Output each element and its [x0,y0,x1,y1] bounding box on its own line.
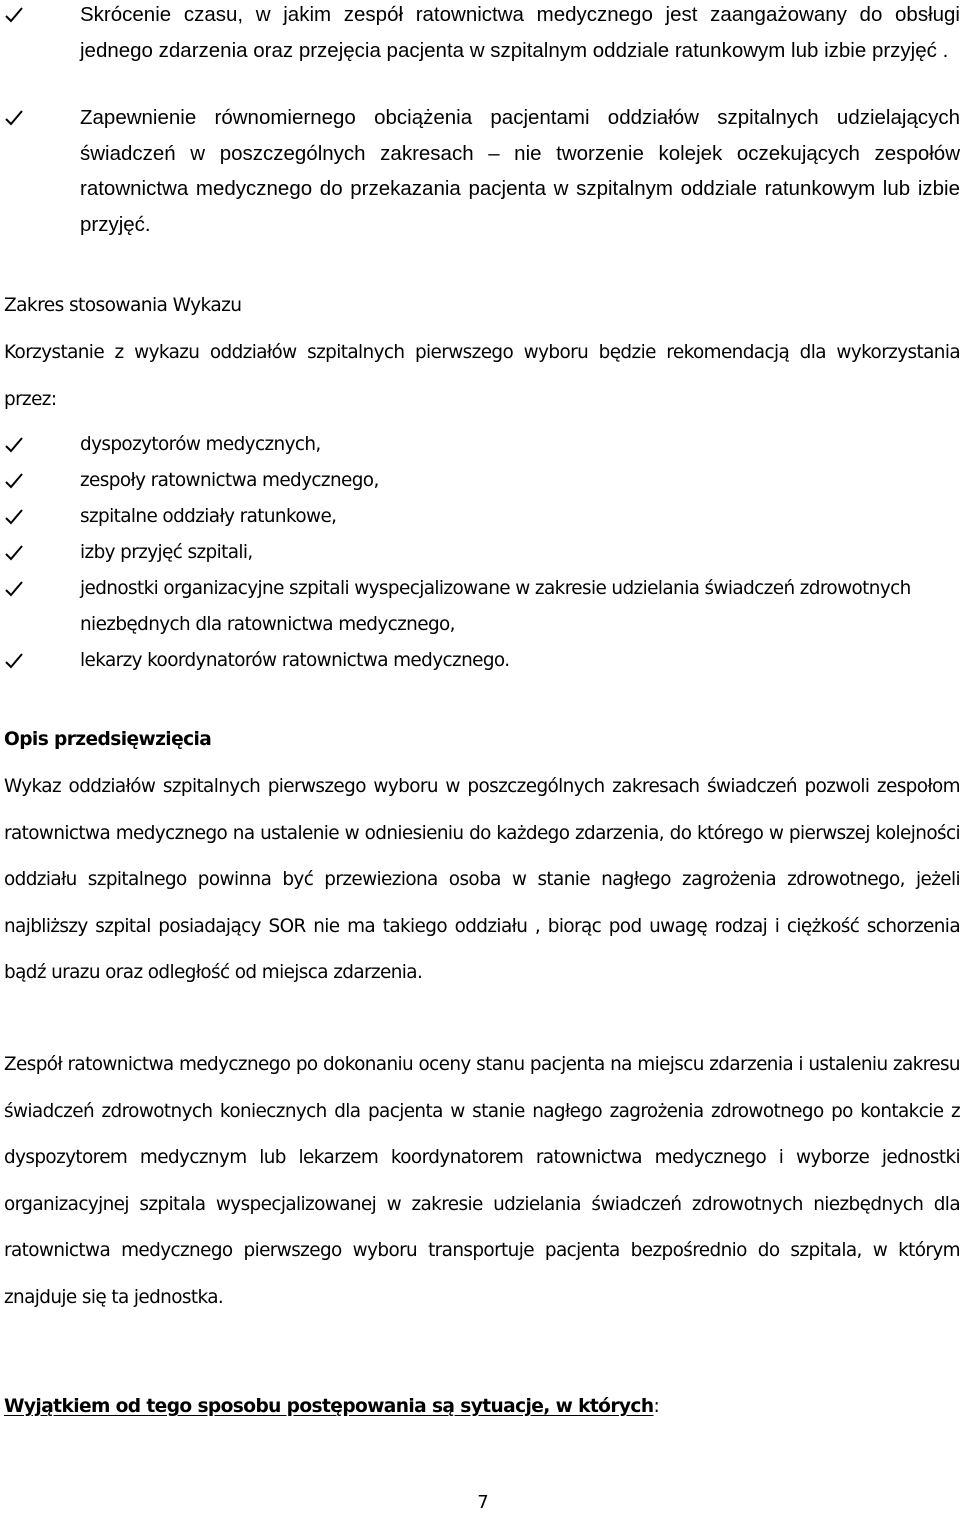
checkmark-icon [4,100,30,135]
list-item [0,571,960,643]
list-item [0,643,960,679]
description-paragraph-1: Wykaz oddziałów szpitalnych pierwszego wyboru w poszczególnych zakresach świadczeń pozwoli zespołom ratownictwa medycznego na ustalenie w odniesieniu do każdego zdarzenia, do którego w pierwszej kolejności oddziału szpitalnego powinna być przewieziona osoba w stanie nagłego zagrożenia zdrowotnego, jeżeli najbliższy szpital posiadający SOR nie ma takiego oddziału , biorąc pod uwagę rodzaj i ciężkość schorzenia bądź urazu oraz odległość od miejsca zdarzenia. [4,776,960,983]
list-item-text: lekarzy koordynatorów ratownictwa medycznego. [80,650,510,671]
checkmark-icon [4,535,30,571]
checkmark-icon [4,463,30,499]
exception-lead-text: Wyjątkiem od tego sposobu postępowania są sytuacje, w których [4,1396,654,1417]
description-paragraph-2: Zespół ratownictwa medycznego po dokonaniu oceny stanu pacjenta na miejscu zdarzenia i ustaleniu zakresu świadczeń zdrowotnych koniecznych dla pacjenta w stanie nagłego zagrożenia zdrowotnego po kontakcie z dyspozytorem medycznym lub lekarzem koordynatorem ratownictwa medycznego i wyborze jednostki organizacyjnej szpitala wyspecjalizowanej w zakresie udzielania świadczeń zdrowotnych niezbędnych dla ratownictwa medycznego pierwszego wyboru transportuje pacjenta bezpośrednio do szpitala, w którym znajduje się ta jednostka. [4,1054,960,1308]
scope-intro-paragraph: Korzystanie z wykazu oddziałów szpitalnych pierwszego wyboru będzie rekomendacją dla wykorzystania przez: [4,342,960,410]
top-list-item-text: Skrócenie czasu, w jakim zespół ratownictwa medycznego jest zaangażowany do obsługi jednego zdarzenia oraz przejęcia pacjenta w szpitalnym oddziale ratunkowym lub izbie przyjęć . [80,3,960,62]
list-item-text: dyspozytorów medycznych, [80,434,321,455]
checkmark-icon [4,499,30,535]
top-list-item-text: Zapewnienie równomiernego obciążenia pacjentami oddziałów szpitalnych udzielających świadczeń w poszczególnych zakresach – nie tworzenie kolejek oczekujących zespołów ratownictwa medycznego do przekazania pacjenta w szpitalnym oddziale ratunkowym lub izbie przyjęć. [80,106,960,237]
list-item-text: jednostki organizacyjne szpitali wyspecjalizowane w zakresie udzielania świadczeń zdrowotnych niezbędnych dla ratownictwa medycznego, [80,578,911,635]
section-heading-scope: Zakres stosowania Wykazu [4,295,242,316]
list-item-text: szpitalne oddziały ratunkowe, [80,506,337,527]
checkmark-icon [4,571,30,607]
checkmark-icon [4,0,30,32]
list-item [0,463,960,499]
scope-list [0,427,960,679]
checkmark-icon [4,427,30,463]
exception-lead [4,1396,659,1417]
list-item-text: zespoły ratownictwa medycznego, [80,470,379,491]
top-list-item [0,0,960,68]
top-list-item [0,100,960,243]
page-number: 7 [477,1492,489,1513]
list-item [0,499,960,535]
exception-colon: : [653,1396,660,1417]
list-item [0,427,960,463]
section-heading-description: Opis przedsięwzięcia [4,729,212,750]
checkmark-icon [4,643,30,679]
list-item-text: izby przyjęć szpitali, [80,542,253,563]
list-item [0,535,960,571]
